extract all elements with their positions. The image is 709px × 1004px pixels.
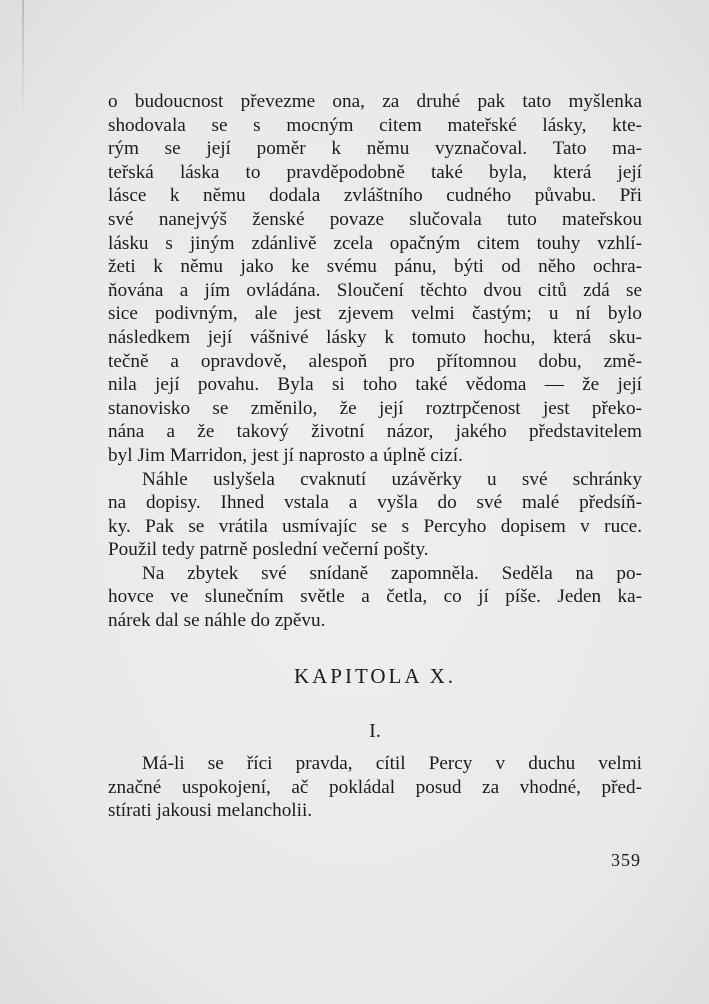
text-line: lásku s jiným zdánlivě zcela opačným citem touhy vzhlí-: [108, 232, 642, 254]
text-line: nárek dal se náhle do zpěvu.: [108, 610, 326, 632]
section-number: I.: [369, 720, 381, 742]
text-line: Náhle uslyšela cvaknutí uzávěrky u své schránky: [142, 468, 642, 490]
text-line: stanovisko se změnilo, že její roztrpčenost jest překo-: [108, 397, 642, 419]
paragraph-2: [108, 468, 642, 562]
paragraph-4: [108, 752, 642, 823]
text-line: byl Jim Marridon, jest jí naprosto a úplně cizí.: [108, 444, 463, 466]
text-line: na dopisy. Ihned vstala a vyšla do své malé předsíň-: [108, 492, 642, 514]
chapter-text-block: [108, 752, 642, 823]
text-line: shodovala se s mocným citem mateřské lásky, kte-: [108, 114, 642, 136]
paragraph-3: [108, 562, 642, 633]
text-line: nána a že takový životní názor, jakého představitelem: [108, 421, 642, 443]
text-line: ky. Pak se vrátila usmívajíc se s Percyho dopisem v ruce.: [108, 515, 642, 537]
page-crease: [22, 0, 24, 120]
main-text-block: [108, 90, 642, 633]
text-line: hovce ve slunečním světle a četla, co jí píše. Jeden ka-: [108, 586, 642, 608]
text-line: sice podivným, ale jest zjevem velmi častým; u ní bylo: [108, 303, 642, 325]
text-line: tečně a opravdově, alespoň pro přítomnou dobu, změ-: [108, 350, 642, 372]
text-line: své nanejvýš ženské povaze slučovala tuto mateřskou: [108, 208, 642, 230]
chapter-title: KAPITOLA X.: [293, 664, 457, 688]
text-line: značné uspokojení, ač pokládal posud za vhodné, před-: [108, 776, 642, 798]
text-line: ňována a jím ovládána. Sloučení těchto dvou citů zdá se: [108, 279, 642, 301]
text-line: žeti k němu jako ke svému pánu, býti od něho ochra-: [108, 256, 642, 278]
text-line: stírati jakousi melancholii.: [108, 800, 313, 822]
page-number: 359: [611, 850, 641, 870]
text-line: teřská láska to pravděpodobně také byla, která její: [108, 161, 642, 183]
text-line: Použil tedy patrně poslední večerní pošty.: [108, 539, 429, 561]
text-line: nila její povahu. Byla si toho také vědoma — že její: [108, 374, 642, 396]
text-line: rým se její poměr k němu vyznačoval. Tato ma-: [108, 138, 642, 160]
text-line: lásce k němu dodala zvláštního cudného půvabu. Při: [108, 185, 642, 207]
text-line: o budoucnost převezme ona, za druhé pak tato myšlenka: [108, 91, 642, 112]
paragraph-1: [108, 90, 642, 468]
text-line: Na zbytek své snídaně zapomněla. Seděla na po-: [142, 562, 642, 584]
text-line: následkem její vášnivé lásky k tomuto hochu, která sku-: [108, 326, 642, 348]
text-line: Má-li se říci pravda, cítil Percy v duchu velmi: [142, 753, 642, 774]
